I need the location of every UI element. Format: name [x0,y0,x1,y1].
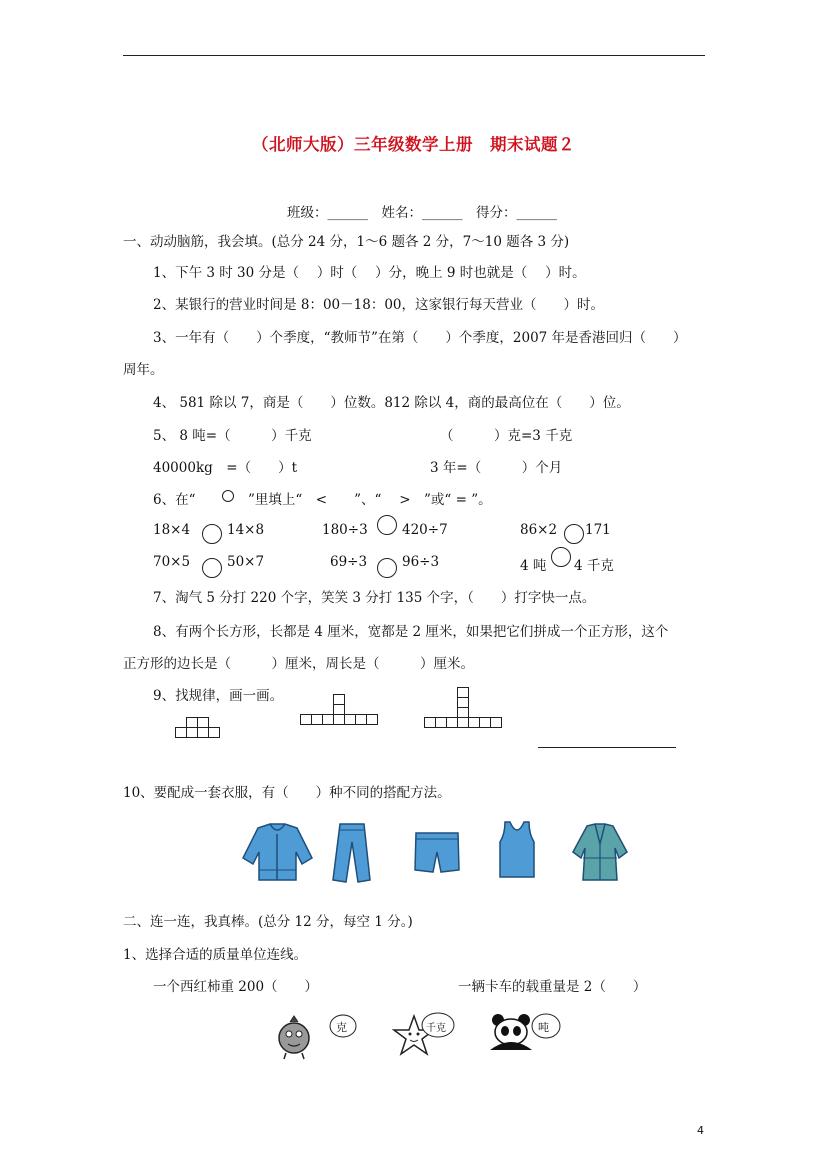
q2-text: 2、某银行的营业时间是 8：00－18：00，这家银行每天营业（ ）时。 [153,297,605,313]
q8-text-line2: 正方形的边长是（ ）厘米，周长是（ ）厘米。 [123,656,474,672]
q5-line1-left: 5、 8 吨=（ ）千克 [153,428,312,444]
mascot-tomato-icon [272,1012,334,1060]
tank-top-icon [497,820,537,880]
page-number: 4 [697,1124,704,1137]
q9-text: 9、找规律，画一画。 [153,688,284,704]
q5-line1-right: （ ）克=3 千克 [440,428,573,444]
compare-left: 4 吨 [520,558,547,574]
q1-text: 1、下午 3 时 30 分是（ ）时（ ）分，晚上 9 时也就是（ ）时。 [153,265,586,281]
s2-q1-text: 1、选择合适的质量单位连线。 [123,947,308,963]
compare-left: 86×2 [520,522,558,538]
compare-left: 69÷3 [330,554,368,570]
s2-q1b-text: 一辆卡车的载重量是 2（ ） [458,979,647,995]
mascot-panda-icon [486,1012,536,1054]
q7-text: 7、淘气 5 分打 220 个字，笑笑 3 分打 135 个字，（ ）打字快一点。 [153,590,596,606]
coat-icon [569,822,631,884]
s2-q1a-text: 一个西红柿重 200（ ） [153,979,319,995]
shorts-icon [413,830,461,874]
bubble-text: 千克 [426,1023,446,1034]
compare-right: 14×8 [227,522,265,538]
section1-heading: 一、动动脑筋，我会填。(总分 24 分，1～6 题各 2 分，7～10 题各 3 分) [123,234,570,250]
compare-circle[interactable] [377,558,397,578]
answer-line [538,747,676,748]
compare-left: 180÷3 [322,522,368,538]
q10-text: 10、要配成一套衣服，有（ ）种不同的搭配方法。 [123,785,451,801]
page-title: （北师大版）三年级数学上册 期末试题２ [252,135,575,154]
q6-intro-a: 6、在“ [153,492,196,508]
compare-circle[interactable] [551,547,571,567]
q6-intro-circle [222,490,234,502]
compare-right: 4 千克 [574,558,614,574]
q3-text-line2: 周年。 [123,362,164,378]
q4-text: 4、 581 除以 7，商是（ ）位数。812 除以 4，商的最高位在（ ）位。 [153,395,630,411]
q5-line2-right: 3 年=（ ）个月 [430,460,563,476]
bubble-text: 克 [336,1021,347,1034]
compare-right: 171 [585,522,611,538]
compare-left: 18×4 [153,522,191,538]
compare-circle[interactable] [564,524,584,544]
q3-text-line1: 3、一年有（ ）个季度，“教师节”在第（ ）个季度，2007 年是香港回归（ ） [153,330,687,346]
bubble-text: 吨 [538,1021,549,1034]
header-rule [123,55,705,56]
pants-icon [330,822,372,884]
compare-left: 70×5 [153,554,191,570]
jacket-icon [240,822,315,884]
compare-circle[interactable] [377,515,397,535]
q5-line2-left: 40000kg =（ ）t [153,460,298,476]
q6-intro-b: ”里填上“ < ”、“ > ”或“ = ”。 [248,492,492,508]
compare-right: 50×7 [227,554,265,570]
compare-right: 96÷3 [402,554,440,570]
compare-circle[interactable] [202,524,222,544]
student-info-line: 班级：______ 姓名：______ 得分：______ [287,205,557,221]
compare-circle[interactable] [202,558,222,578]
q8-text-line1: 8、有两个长方形，长都是 4 厘米，宽都是 2 厘米，如果把它们拼成一个正方形，这个 [153,624,669,640]
section2-heading: 二、连一连，我真棒。(总分 12 分，每空 1 分。) [123,914,413,930]
compare-right: 420÷7 [402,522,448,538]
